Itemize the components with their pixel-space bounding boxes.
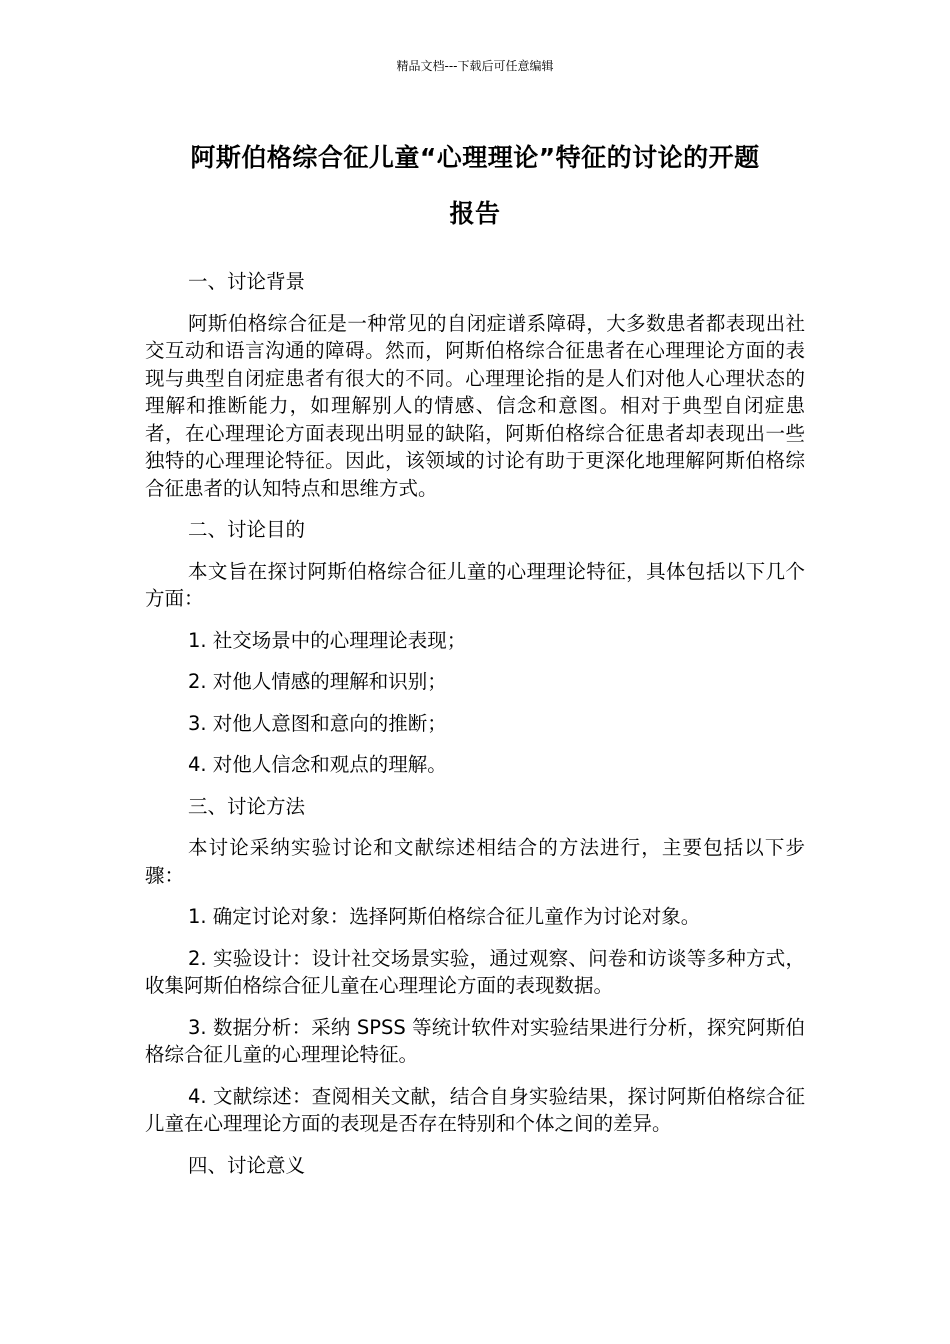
section-heading-background: 一、讨论背景 (188, 270, 306, 293)
method-item: 3. 数据分析：采纳 SPSS 等统计软件对实验结果进行分析，探究阿斯伯格综合征儿童的心理理论特征。 (145, 1015, 805, 1066)
section-heading-method: 三、讨论方法 (188, 794, 306, 818)
title-line-2: 报告 (449, 199, 501, 228)
document-body (145, 268, 805, 1193)
document-title (140, 130, 810, 242)
purpose-item: 4. 对他人信念和观点的理解。 (188, 753, 447, 776)
purpose-intro: 本文旨在探讨阿斯伯格综合征儿童的心理理论特征，具体包括以下几个方面： (145, 559, 805, 610)
method-item: 1. 确定讨论对象：选择阿斯伯格综合征儿童作为讨论对象。 (188, 905, 701, 928)
purpose-item: 3. 对他人意图和意向的推断； (188, 711, 447, 735)
purpose-item: 1. 社交场景中的心理理论表现； (188, 628, 467, 652)
method-item: 2. 实验设计：设计社交场景实验，通过观察、问卷和访谈等多种方式，收集阿斯伯格综合征儿童在心理理论方面的表现数据。 (145, 946, 805, 997)
method-item: 4. 文献综述：查阅相关文献，结合自身实验结果，探讨阿斯伯格综合征儿童在心理理论方面的表现是否存在特别和个体之间的差异。 (145, 1084, 805, 1135)
purpose-item: 2. 对他人情感的理解和识别； (188, 670, 447, 693)
section-heading-purpose: 二、讨论目的 (188, 518, 306, 541)
title-line-1: 阿斯伯格综合征儿童“心理理论”特征的讨论的开题 (190, 143, 760, 172)
header-note: 精品文档---下载后可任意编辑 (396, 59, 554, 73)
section-heading-significance: 四、讨论意义 (188, 1153, 306, 1177)
background-paragraph: 阿斯伯格综合征是一种常见的自闭症谱系障碍，大多数患者都表现出社交互动和语言沟通的障碍。然而，阿斯伯格综合征患者在心理理论方面的表现与典型自闭症患者有很大的不同。心理理论指的是人们对他人心理状态的理解和推断能力，如理解别人的情感、信念和意图。相对于典型自闭症患者，在心理理论方面表现出明显的缺陷，阿斯伯格综合征患者却表现出一些独特的心理理论特征。因此，该领域的讨论有助于更深化地理解阿斯伯格综合征患者的认知特点和思维方式。 (145, 311, 805, 500)
method-intro: 本讨论采纳实验讨论和文献综述相结合的方法进行，主要包括以下步骤： (145, 836, 805, 887)
